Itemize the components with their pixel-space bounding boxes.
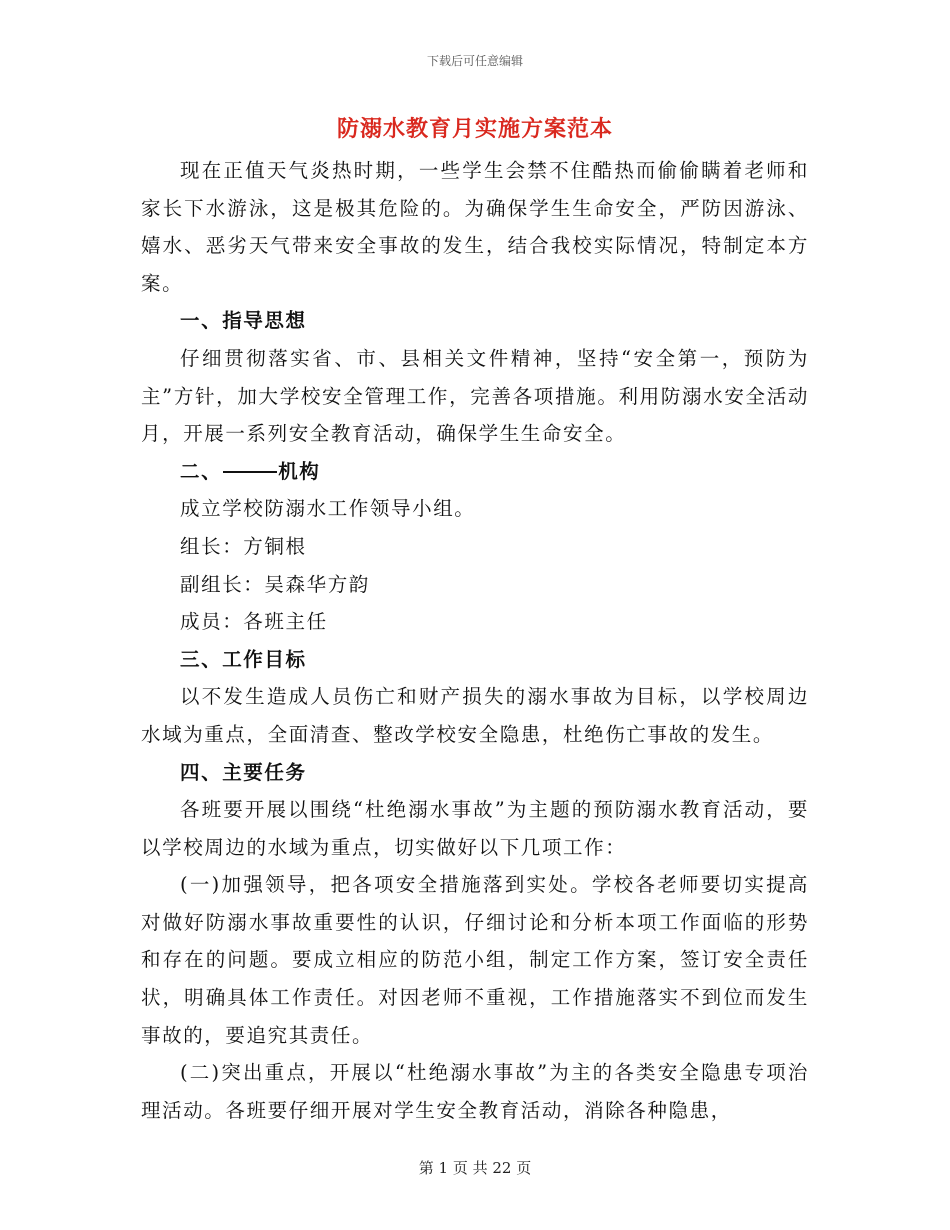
- organization-members: 成员：各班主任: [180, 610, 328, 634]
- section-paragraph-work-goals: 以不发生造成人员伤亡和财产损失的溺水事故为目标，以学校周边水域为重点，全面清查、整改学校安全隐患，杜绝伤亡事故的发生。: [141, 685, 809, 746]
- document-body: [141, 152, 809, 1129]
- section-heading-organization: [141, 453, 809, 491]
- organization-line: 成立学校防溺水工作领导小组。: [180, 497, 476, 521]
- heading-suffix: 机构: [278, 459, 321, 483]
- fill-in-blank: [223, 470, 277, 473]
- section-heading-main-tasks: 四、主要任务: [180, 760, 307, 784]
- header-note: 下载后可任意编辑: [426, 54, 523, 68]
- document-title: 防溺水教育月实施方案范本: [336, 116, 613, 142]
- intro-paragraph: 现在正值天气炎热时期，一些学生会禁不住酷热而偷偷瞒着老师和家长下水游泳，这是极其危险的。为确保学生生命安全，严防因游泳、嬉水、恶劣天气带来安全事故的发生，结合我校实际情况，特制定本方案。: [141, 159, 809, 295]
- organization-deputy-leader: 副组长：吴森华方韵: [180, 572, 370, 596]
- section-paragraph-guiding-ideology: 仔细贯彻落实省、市、县相关文件精神，坚持“安全第一，预防为主”方针，加大学校安全管理工作，完善各项措施。利用防溺水安全活动月，开展一系列安全教育活动，确保学生生命安全。: [141, 346, 809, 446]
- organization-leader: 组长：方铜根: [180, 534, 307, 558]
- section-heading-guiding-ideology: 一、指导思想: [180, 309, 307, 333]
- heading-prefix: 二、: [180, 459, 223, 483]
- section-paragraph-main-tasks: 各班要开展以围绕“杜绝溺水事故”为主题的预防溺水教育活动，要以学校周边的水域为重点，切实做好以下几项工作：: [141, 798, 809, 859]
- task-item-2: (二)突出重点，开展以“杜绝溺水事故”为主的各类安全隐患专项治理活动。各班要仔细开展对学生安全教育活动，消除各种隐患，: [141, 1061, 809, 1122]
- page-footer: 第 1 页 共 22 页: [418, 1159, 532, 1177]
- task-item-1: (一)加强领导，把各项安全措施落到实处。学校各老师要切实提高对做好防溺水事故重要性的认识，仔细讨论和分析本项工作面临的形势和存在的问题。要成立相应的防范小组，制定工作方案，签订安全责任状，明确具体工作责任。对因老师不重视，工作措施落实不到位而发生事故的，要追究其责任。: [141, 873, 809, 1047]
- section-heading-work-goals: 三、工作目标: [180, 647, 307, 671]
